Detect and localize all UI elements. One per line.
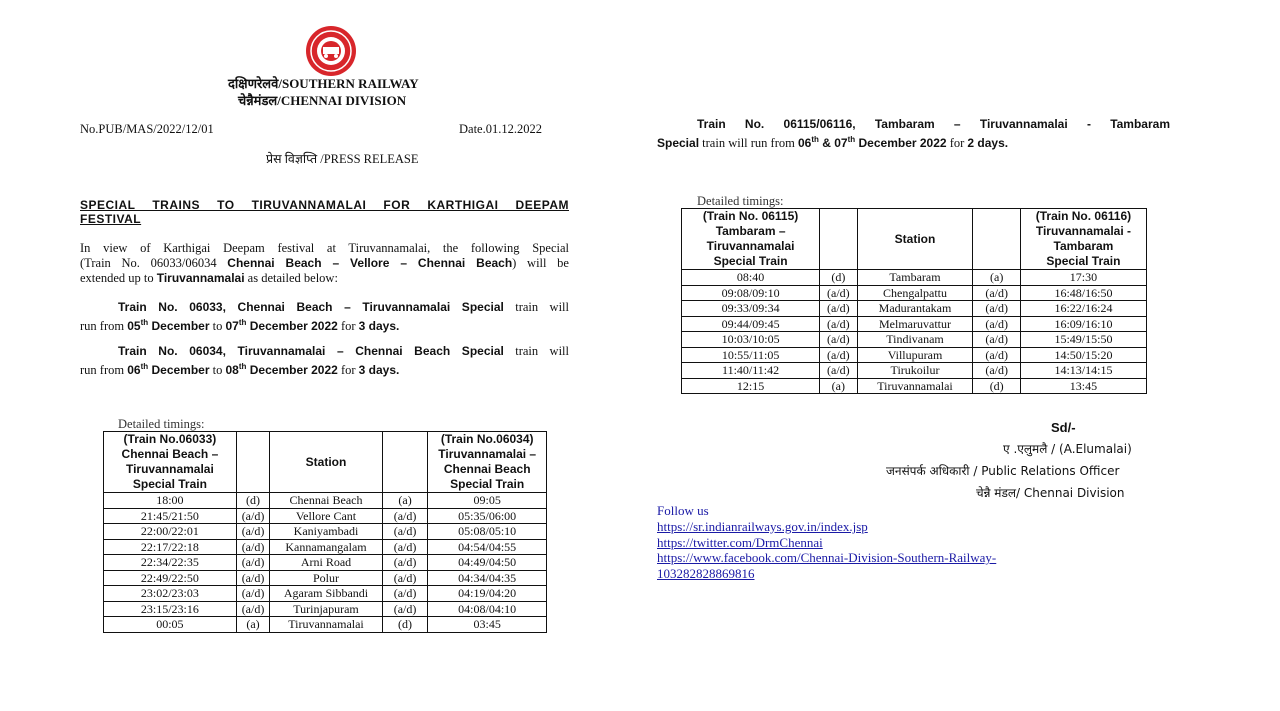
header-station: Station — [857, 209, 973, 270]
table-row — [682, 363, 1147, 379]
ad-right: (a/d) — [382, 601, 428, 617]
time-left: 23:02/23:03 — [104, 586, 237, 602]
ad-left: (a/d) — [236, 555, 269, 571]
header-train-06033: (Train No.06033) Chennai Beach – Tiruvannamalai Special Train — [104, 432, 237, 493]
table-row — [104, 555, 547, 571]
time-left: 10:55/11:05 — [682, 347, 820, 363]
intro-line-2: (Train No. 06033/06034 Chennai Beach – Vellore – Chennai Beach) will be — [80, 256, 569, 270]
time-right: 14:50/15:20 — [1020, 347, 1146, 363]
time-left: 00:05 — [104, 617, 237, 633]
ad-right: (a/d) — [382, 539, 428, 555]
follow-us-label: Follow us — [657, 503, 709, 518]
ad-right: (a/d) — [382, 524, 428, 540]
table-row — [104, 493, 547, 509]
time-left: 22:49/22:50 — [104, 570, 237, 586]
station-name: Arni Road — [270, 555, 383, 571]
time-right: 04:54/04:55 — [428, 539, 547, 555]
header-blank-left — [236, 432, 269, 493]
ad-left: (d) — [820, 270, 857, 286]
time-right: 03:45 — [428, 617, 547, 633]
time-left: 22:00/22:01 — [104, 524, 237, 540]
ad-right: (a/d) — [973, 285, 1020, 301]
header-station: Station — [270, 432, 383, 493]
ad-left: (a/d) — [820, 285, 857, 301]
time-left: 23:15/23:16 — [104, 601, 237, 617]
ad-left: (a/d) — [236, 586, 269, 602]
ad-right: (a/d) — [973, 301, 1020, 317]
train-06033-paragraph: Train No. 06033, Chennai Beach – Tiruvannamalai Special train will run from 05th December to 07th December 2022 for 3 days. — [80, 300, 569, 333]
website-link[interactable]: https://sr.indianrailways.gov.in/index.jsp — [657, 519, 868, 534]
intro-line-1: In view of Karthigai Deepam festival at Tiruvannamalai, the following Special — [80, 241, 569, 255]
intro-paragraph — [80, 241, 569, 286]
train-06034-paragraph: Train No. 06034, Tiruvannamalai – Chennai Beach Special train will run from 06th December to 08th December 2022 for 3 days. — [80, 344, 569, 377]
time-left: 18:00 — [104, 493, 237, 509]
station-name: Tiruvannamalai — [270, 617, 383, 633]
ad-left: (a/d) — [236, 539, 269, 555]
header-blank-left — [820, 209, 857, 270]
ad-right: (a/d) — [973, 332, 1020, 348]
social-links — [657, 519, 996, 581]
ad-right: (a) — [973, 270, 1020, 286]
ad-left: (a) — [820, 378, 857, 394]
header-blank-right — [973, 209, 1020, 270]
ad-left: (a/d) — [820, 316, 857, 332]
table-row — [104, 539, 547, 555]
intro-line-3: extended up to Tiruvannamalai as detailed below: — [80, 271, 338, 285]
header-train-06034: (Train No.06034) Tiruvannamalai – Chennai Beach Special Train — [428, 432, 547, 493]
press-hindi: प्रेस विज्ञप्ति / — [266, 152, 324, 166]
facebook-link-cont[interactable]: 103282828869816 — [657, 565, 755, 581]
ad-left: (d) — [236, 493, 269, 509]
ad-left: (a/d) — [820, 332, 857, 348]
time-right: 17:30 — [1020, 270, 1146, 286]
time-left: 08:40 — [682, 270, 820, 286]
time-left: 09:44/09:45 — [682, 316, 820, 332]
station-name: Chennai Beach — [270, 493, 383, 509]
division-heading — [238, 91, 406, 109]
table-row — [682, 332, 1147, 348]
timing-table-06033-06034 — [103, 431, 547, 633]
ad-left: (a/d) — [236, 570, 269, 586]
ad-left: (a/d) — [236, 601, 269, 617]
time-right: 05:08/05:10 — [428, 524, 547, 540]
time-right: 15:49/15:50 — [1020, 332, 1146, 348]
table1-caption: Detailed timings: — [118, 417, 205, 431]
signature-division: चेन्नै मंडल/ Chennai Division — [976, 486, 1125, 500]
time-left: 12:15 — [682, 378, 820, 394]
ad-left: (a/d) — [820, 363, 857, 379]
table-row — [104, 586, 547, 602]
time-right: 16:22/16:24 — [1020, 301, 1146, 317]
station-name: Melmaruvattur — [857, 316, 973, 332]
ad-right: (a/d) — [382, 586, 428, 602]
ad-left: (a/d) — [820, 347, 857, 363]
header-blank-right — [382, 432, 428, 493]
time-right: 05:35/06:00 — [428, 508, 547, 524]
time-right: 04:19/04:20 — [428, 586, 547, 602]
station-name: Kannamangalam — [270, 539, 383, 555]
station-name: Vellore Cant — [270, 508, 383, 524]
station-name: Tirukoilur — [857, 363, 973, 379]
time-right: 04:08/04:10 — [428, 601, 547, 617]
time-right: 04:34/04:35 — [428, 570, 547, 586]
press-release-label — [266, 150, 419, 167]
table-row — [682, 301, 1147, 317]
ad-left: (a/d) — [236, 508, 269, 524]
signature-name: ए .एलुमलै / (A.Elumalai) — [1003, 442, 1132, 456]
train-06115-line-1: Train No. 06115/06116, Tambaram – Tiruvannamalai - Tambaram — [697, 117, 1170, 131]
title-line-1: SPECIAL TRAINS TO TIRUVANNAMALAI FOR KARTHIGAI DEEPAM — [80, 198, 569, 212]
time-left: 22:34/22:35 — [104, 555, 237, 571]
ad-right: (a/d) — [382, 570, 428, 586]
time-left: 21:45/21:50 — [104, 508, 237, 524]
train-06115-line-2: Special train will run from 06th & 07th December 2022 for 2 days. — [657, 135, 1009, 150]
ad-right: (d) — [382, 617, 428, 633]
time-left: 10:03/10:05 — [682, 332, 820, 348]
time-right: 13:45 — [1020, 378, 1146, 394]
station-name: Tambaram — [857, 270, 973, 286]
time-right: 16:09/16:10 — [1020, 316, 1146, 332]
table-row — [682, 347, 1147, 363]
station-name: Agaram Sibbandi — [270, 586, 383, 602]
title-line-2: FESTIVAL — [80, 212, 142, 226]
table-row — [682, 316, 1147, 332]
table-row — [104, 524, 547, 540]
table-header-row — [682, 209, 1147, 270]
reference-number: No.PUB/MAS/2022/12/01 — [80, 122, 214, 136]
ad-right: (a/d) — [973, 363, 1020, 379]
station-name: Madurantakam — [857, 301, 973, 317]
table-header-row — [104, 432, 547, 493]
indian-railways-logo — [305, 25, 357, 77]
table-row — [104, 508, 547, 524]
station-name: Turinjapuram — [270, 601, 383, 617]
time-left: 22:17/22:18 — [104, 539, 237, 555]
facebook-link[interactable]: https://www.facebook.com/Chennai-Division-Southern-Railway- — [657, 550, 997, 565]
table-row — [104, 617, 547, 633]
station-name: Tiruvannamalai — [857, 378, 973, 394]
ad-right: (d) — [973, 378, 1020, 394]
signature-sd: Sd/- — [1051, 420, 1076, 435]
time-left: 09:33/09:34 — [682, 301, 820, 317]
time-left: 11:40/11:42 — [682, 363, 820, 379]
railway-heading — [228, 74, 419, 92]
railway-english: SOUTHERN RAILWAY — [281, 76, 419, 91]
station-name: Chengalpattu — [857, 285, 973, 301]
train-06115-paragraph — [657, 117, 1170, 151]
division-english: CHENNAI DIVISION — [280, 93, 407, 108]
table-row — [682, 285, 1147, 301]
ad-right: (a/d) — [973, 316, 1020, 332]
station-name: Villupuram — [857, 347, 973, 363]
time-right: 16:48/16:50 — [1020, 285, 1146, 301]
station-name: Tindivanam — [857, 332, 973, 348]
station-name: Polur — [270, 570, 383, 586]
station-name: Kaniyambadi — [270, 524, 383, 540]
ad-right: (a/d) — [382, 508, 428, 524]
railway-hindi: दक्षिणरेलवे/ — [228, 76, 282, 91]
time-right: 14:13/14:15 — [1020, 363, 1146, 379]
table-row — [104, 570, 547, 586]
time-right: 04:49/04:50 — [428, 555, 547, 571]
ad-left: (a/d) — [236, 524, 269, 540]
ad-right: (a) — [382, 493, 428, 509]
timing-table-06115-06116 — [681, 208, 1147, 394]
table-row — [682, 270, 1147, 286]
ad-right: (a/d) — [382, 555, 428, 571]
time-right: 09:05 — [428, 493, 547, 509]
ad-left: (a) — [236, 617, 269, 633]
time-left: 09:08/09:10 — [682, 285, 820, 301]
header-train-06115: (Train No. 06115) Tambaram – Tiruvannamalai Special Train — [682, 209, 820, 270]
table2-caption: Detailed timings: — [697, 194, 784, 208]
ad-right: (a/d) — [973, 347, 1020, 363]
header-train-06116: (Train No. 06116) Tiruvannamalai - Tambaram Special Train — [1020, 209, 1146, 270]
table-row — [682, 378, 1147, 394]
release-date: Date.01.12.2022 — [459, 122, 542, 136]
division-hindi: चेन्नैमंडल/ — [238, 93, 281, 108]
ad-left: (a/d) — [820, 301, 857, 317]
press-english: PRESS RELEASE — [323, 152, 419, 166]
twitter-link[interactable]: https://twitter.com/DrmChennai — [657, 534, 823, 550]
table-row — [104, 601, 547, 617]
signature-designation: जनसंपर्क अधिकारी / Public Relations Officer — [886, 464, 1120, 478]
